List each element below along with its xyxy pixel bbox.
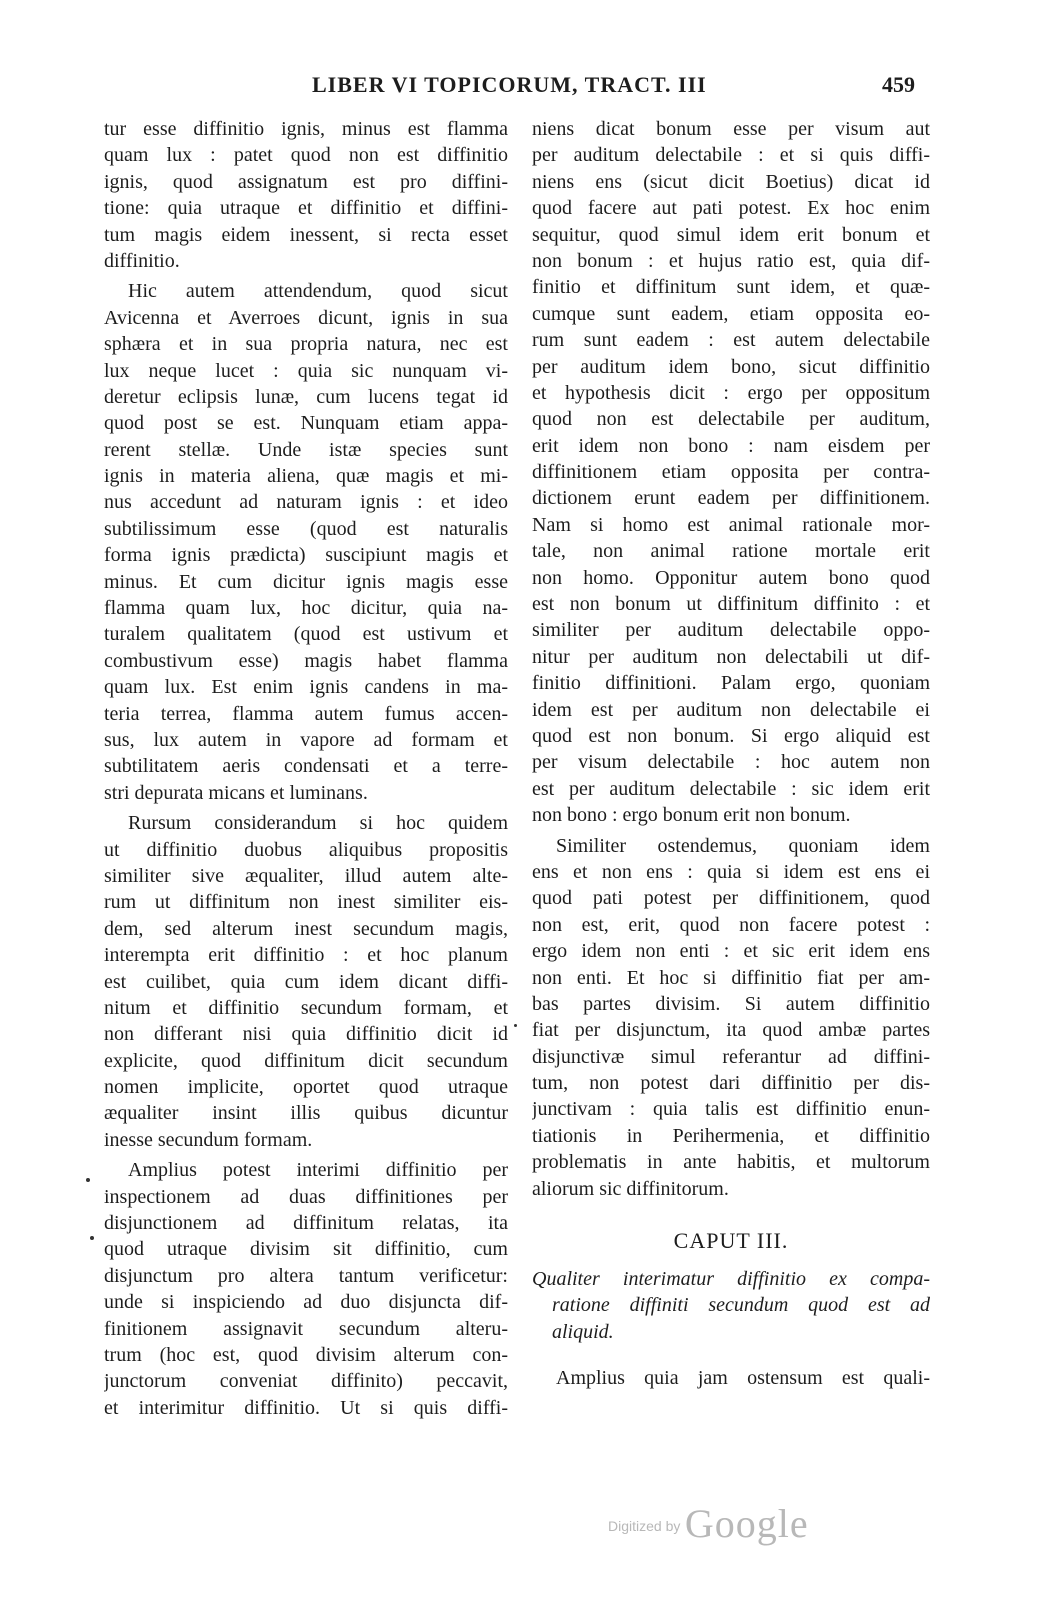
text-line: disjunctum pro altera tantum verificetur: xyxy=(104,1264,508,1287)
text-line: quod post se est. Nunquam etiam appa- xyxy=(104,412,508,435)
left-column xyxy=(104,116,508,1421)
text-line: dictionem erunt eadem per diffinitionem. xyxy=(532,487,930,510)
text-line: disjunctionem ad diffinitum relatas, ita xyxy=(104,1212,508,1235)
text-line: bas partes divisim. Si autem diffinitio xyxy=(532,992,930,1015)
text-line: junctivam : quia talis est diffinitio enun- xyxy=(532,1098,930,1121)
right-column xyxy=(532,116,930,1392)
text-line: disjunctivæ simul referantur ad diffini- xyxy=(532,1045,930,1068)
text-line: dem, sed alterum inest secundum magis, xyxy=(104,917,508,940)
text-line: Amplius potest interimi diffinitio per xyxy=(128,1159,508,1182)
text-line: ignis in materia aliena, quæ magis et mi- xyxy=(104,465,508,488)
paragraph xyxy=(532,116,930,829)
text-line: tiationis in Perihermenia, et diffinitio xyxy=(532,1124,930,1147)
chapter-subtitle xyxy=(532,1266,930,1345)
text-line: non enti. Et hoc si diffinitio fiat per am- xyxy=(532,966,930,989)
paragraph xyxy=(104,278,508,806)
text-line: aliorum sic diffinitorum. xyxy=(532,1177,729,1200)
text-line: non est, erit, quod non facere potest : xyxy=(532,913,930,936)
text-line: finitio et diffinitum sunt idem, et quæ- xyxy=(532,276,930,299)
text-line: ut diffinitio duobus aliquibus propositis xyxy=(104,838,508,861)
text-line: Qualiter interimatur diffinitio ex compa- xyxy=(532,1268,930,1291)
print-speck xyxy=(514,1024,517,1027)
text-line: forma ignis prædicta) suscipiunt magis et xyxy=(104,544,508,567)
text-line: tione: quia utraque et diffinitio et diffini- xyxy=(104,197,508,220)
text-line: rum ut diffinitum non inest similiter eis- xyxy=(104,891,508,914)
text-line: explicite, quod diffinitum dicit secundum xyxy=(104,1049,508,1072)
text-line: quam lux. Est enim ignis candens in ma- xyxy=(104,676,508,699)
text-line: tum, non potest dari diffinitio per dis- xyxy=(532,1072,930,1095)
text-line: sequitur, quod simul idem erit bonum et xyxy=(532,223,930,246)
text-line: Amplius quia jam ostensum est quali- xyxy=(556,1367,930,1390)
text-line: tale, non animal ratione mortale erit xyxy=(532,540,930,563)
text-line: cumque sunt eadem, etiam opposita eo- xyxy=(532,302,930,325)
text-line: nus accedunt ad naturam ignis : et ideo xyxy=(104,491,508,514)
text-line: idem est per auditum non delectabile ei xyxy=(532,698,930,721)
text-line: Avicenna et Averroes dicunt, ignis in sua xyxy=(104,306,508,329)
text-line: nitum et diffinitio secundum formam, et xyxy=(104,996,508,1019)
text-line: rum sunt eadem : est autem delectabile xyxy=(532,329,930,352)
running-title: LIBER VI TOPICORUM, TRACT. III xyxy=(312,72,707,97)
text-line: subtilitatem aeris condensati et a terre- xyxy=(104,755,508,778)
text-line: Similiter ostendemus, quoniam idem xyxy=(556,834,930,857)
text-line: niens ens (sicut dicit Boetius) dicat id xyxy=(532,170,930,193)
text-line: inesse secundum formam. xyxy=(104,1128,313,1151)
text-line: non bono : ergo bonum erit non bonum. xyxy=(532,804,851,827)
text-line: inspectionem ad duas diffinitiones per xyxy=(104,1185,508,1208)
text-line: quod pati potest per diffinitionem, quod xyxy=(532,887,930,910)
text-line: non homo. Opponitur autem bono quod xyxy=(532,566,930,589)
text-line: quam lux : patet quod non est diffinitio xyxy=(104,144,508,167)
text-line: ratione diffiniti secundum quod est ad xyxy=(552,1294,930,1317)
text-line: turalem qualitatem (quod est ustivum et xyxy=(104,623,508,646)
text-line: combustivum esse) magis habet flamma xyxy=(104,649,508,672)
text-line: et hypothesis dicit : ergo per oppositum xyxy=(532,381,930,404)
text-line: est per auditum delectabile : sic idem erit xyxy=(532,777,930,800)
text-line: finitio diffinitioni. Palam ergo, quoniam xyxy=(532,672,930,695)
paragraph xyxy=(532,1365,930,1391)
text-line: stri depurata micans et luminans. xyxy=(104,781,368,804)
text-line: subtilissimum esse (quod est naturalis xyxy=(104,517,508,540)
text-line: sphæra et in sua propria natura, nec est xyxy=(104,333,508,356)
text-line: deretur eclipsis lunæ, cum lucens tegat id xyxy=(104,385,508,408)
chapter-heading: CAPUT III. xyxy=(673,1228,789,1254)
text-line: finitionem assignavit secundum alteru- xyxy=(104,1317,508,1340)
page-number: 459 xyxy=(882,72,915,97)
text-line: ens et non ens : quia si idem est ens ei xyxy=(532,860,930,883)
text-line: diffinitio. xyxy=(104,249,180,272)
text-line: non differant nisi quia diffinitio dicit id xyxy=(104,1023,508,1046)
text-line: per visum delectabile : hoc autem non xyxy=(532,751,930,774)
text-line: quod utraque divisim sit diffinitio, cum xyxy=(104,1238,508,1261)
text-line: quod facere aut pati potest. Ex hoc enim xyxy=(532,197,930,220)
text-line: quod est non bonum. Si ergo aliquid est xyxy=(532,724,930,747)
paragraph xyxy=(532,833,930,1202)
text-line: lux neque lucet : quia sic nunquam vi- xyxy=(104,359,508,382)
text-line: ignis, quod assignatum est pro diffini- xyxy=(104,170,508,193)
text-line: Nam si homo est animal rationale mor- xyxy=(532,513,930,536)
paragraph xyxy=(104,1157,508,1421)
text-line: flamma quam lux, hoc dicitur, quia na- xyxy=(104,597,508,620)
text-line: tur esse diffinitio ignis, minus est flamma xyxy=(104,118,508,140)
running-head xyxy=(0,72,1063,102)
paragraph xyxy=(104,810,508,1153)
text-line: aliquid. xyxy=(552,1320,614,1343)
text-line: nomen implicite, oportet quod utraque xyxy=(104,1076,508,1099)
text-line: similiter sive æqualiter, illud autem alte- xyxy=(104,864,508,887)
text-line: est cuilibet, quia cum idem dicant diffi- xyxy=(104,970,508,993)
text-line: interempta erit diffinitio : et hoc planum xyxy=(104,944,508,967)
text-line: rerent stellæ. Unde istæ species sunt xyxy=(104,438,508,461)
print-speck xyxy=(90,1236,94,1240)
google-logo: Google xyxy=(684,1501,809,1546)
text-line: minus. Et cum dicitur ignis magis esse xyxy=(104,570,508,593)
paragraph xyxy=(104,116,508,274)
text-line: teria terrea, flamma autem fumus accen- xyxy=(104,702,508,725)
text-line: fiat per disjunctum, ita quod ambæ partes xyxy=(532,1019,930,1042)
text-line: diffinitionem etiam opposita per contra- xyxy=(532,461,930,484)
text-line: ergo idem non enti : et sic erit idem ens xyxy=(532,940,930,963)
text-line: junctorum conveniat diffinito) peccavit, xyxy=(104,1370,508,1393)
text-line: per auditum idem bono, sicut diffinitio xyxy=(532,355,930,378)
text-line: similiter per auditum delectabile oppo- xyxy=(532,619,930,642)
text-line: erit idem non bono : nam eisdem per xyxy=(532,434,930,457)
text-line: Rursum considerandum si hoc quidem xyxy=(128,812,508,835)
text-line: æqualiter insint illis quibus dicuntur xyxy=(104,1102,508,1125)
text-line: problematis in ante habitis, et multorum xyxy=(532,1151,930,1174)
text-line: quod non est delectabile per auditum, xyxy=(532,408,930,431)
text-line: per auditum delectabile : et si quis diffi- xyxy=(532,144,930,167)
text-line: niens dicat bonum esse per visum aut xyxy=(532,118,930,140)
text-line: non bonum : et hujus ratio est, quia dif- xyxy=(532,249,930,272)
text-line: est non bonum ut diffinitum diffinito : et xyxy=(532,593,930,616)
text-line: nitur per auditum non delectabili ut dif- xyxy=(532,645,930,668)
print-speck xyxy=(86,1178,90,1182)
digitized-watermark xyxy=(608,1500,809,1547)
text-line: et interimitur diffinitio. Ut si quis diffi- xyxy=(104,1396,508,1419)
text-line: Hic autem attendendum, quod sicut xyxy=(128,280,508,303)
text-line: trum (hoc est, quod divisim alterum con- xyxy=(104,1343,508,1366)
text-line: unde si inspiciendo ad duo disjuncta dif- xyxy=(104,1291,508,1314)
watermark-prefix: Digitized by xyxy=(608,1518,681,1534)
text-line: sus, lux autem in vapore ad formam et xyxy=(104,728,508,751)
text-line: tum magis eidem inessent, si recta esset xyxy=(104,223,508,246)
